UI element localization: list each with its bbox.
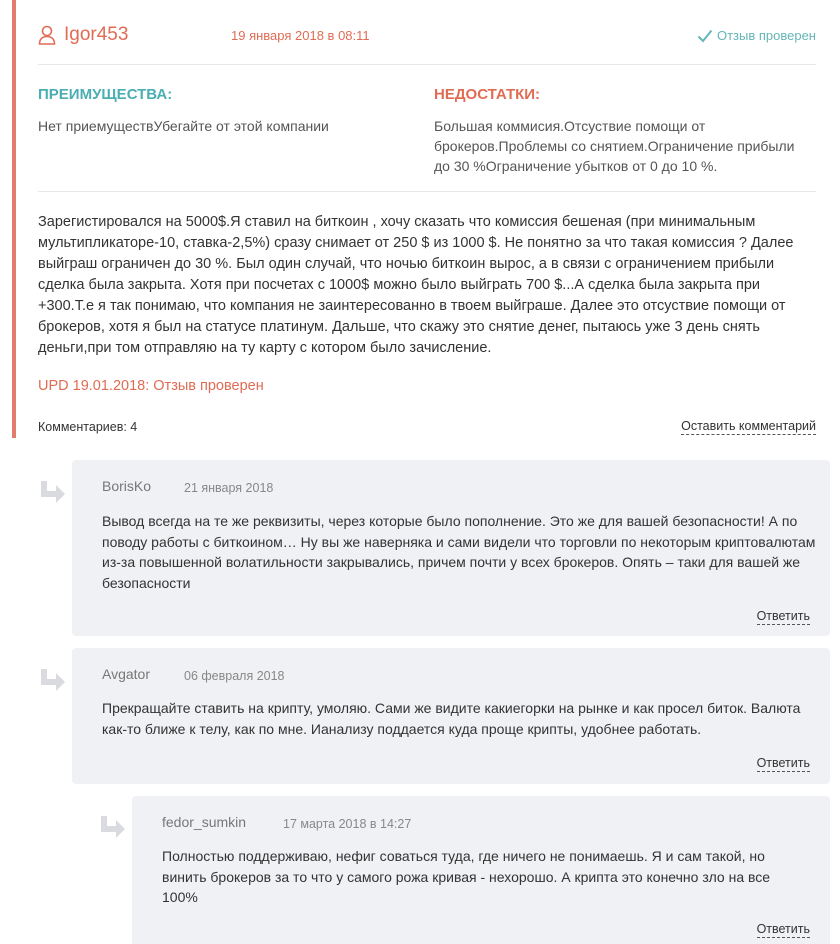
review-header: [38, 22, 816, 52]
comment-date: 17 марта 2018 в 14:27: [283, 817, 412, 831]
cons-text: Большая коммисия.Отсуствие помощи от брокеров.Проблемы со снятием.Ограничение прибыли до 30 %Ограничение убытков от 0 до 10 %.: [434, 118, 795, 174]
comment-author[interactable]: fedor_sumkin: [162, 814, 247, 830]
review-update: UPD 19.01.2018: Отзыв проверен: [38, 378, 264, 394]
comment-author[interactable]: BorisKo: [102, 478, 152, 494]
pros-text: Нет приемуществУбегайте от этой компании: [38, 118, 329, 134]
verified-badge: [697, 28, 816, 43]
reply-arrow-icon: [38, 668, 66, 694]
comment: [132, 796, 830, 944]
comment-author[interactable]: Avgator: [102, 666, 150, 682]
review-author[interactable]: Igor453: [64, 24, 129, 45]
reply-link[interactable]: Ответить: [756, 922, 810, 936]
pros-title: ПРЕИМУЩЕСТВА:: [38, 86, 173, 103]
user-icon: [38, 25, 56, 45]
reply-link[interactable]: Ответить: [756, 756, 810, 770]
review-date: 19 января 2018 в 08:11: [231, 28, 370, 43]
reply-link[interactable]: Ответить: [756, 609, 810, 623]
cons-title: НЕДОСТАТКИ:: [434, 86, 541, 103]
check-icon: [697, 29, 713, 43]
leave-comment-link[interactable]: Оставить комментарий: [681, 419, 816, 433]
comment: [72, 648, 830, 784]
comments-count: Комментариев: 4: [38, 420, 138, 434]
review-body: Зарегистировался на 5000$.Я ставил на биткоин , хочу сказать что комиссия бешеная (при минимальным мультипликаторе-10, ставка-2,5%) сразу снимает от 250 $ из 1000 $. Не понятно за что такая комиссия ? Далее выйграш ограничен до 30 %. Был один случай, что ночью биткоин вырос, а в связи с ограничением прибыли сделка была закрыта. Хотя при посчетах с 1000$ можно было выйграть 700 $...А сделка была закрыта при +300.Т.е я так понимаю, что компания не заинтересованно в твоем выйграше. Далее это отсуствие помощи от брокеров, хотя я был на статусе платинум. Дальше, что скажу это снятие денег, пытаюсь уже 3 день снять деньги,при том отправляю на ту карту с котором было зачисление.: [38, 214, 794, 356]
divider: [38, 64, 816, 65]
reply-arrow-icon: [98, 815, 126, 841]
comment-text: Прекращайте ставить на крипту, умоляю. Сами же видите какиегорки на рынке и как просел биток. Валюта как-то ближе к телу, как по мне. Ианализу поддается куда проще крипты, удобнее работать.: [102, 700, 801, 737]
comment-text: Вывод всегда на те же реквизиты, через которые было пополнение. Это же для вашей безопасности! А по поводу работы с биткоином… Ну вы же наверняка и сами видели что торговли по некоторым криптовалютам из-за повышенной волатильности закрывались, причем почти у всех брокеров. Опять – таки для вашей же безопасности: [102, 513, 816, 591]
reply-arrow-icon: [38, 480, 66, 506]
comment-date: 21 января 2018: [184, 481, 274, 495]
comment-text: Полностью поддерживаю, нефиг соваться туда, где ничего не понимаешь. Я и сам такой, но винить брокеров за то что у самого рожа кривая - нехорошо. А крипта это конечно зло на все 100%: [162, 848, 771, 905]
review-card: [12, 0, 832, 438]
verified-label: Отзыв проверен: [716, 28, 816, 43]
divider: [38, 191, 816, 192]
comment: [72, 460, 830, 636]
comment-date: 06 февраля 2018: [184, 669, 285, 683]
